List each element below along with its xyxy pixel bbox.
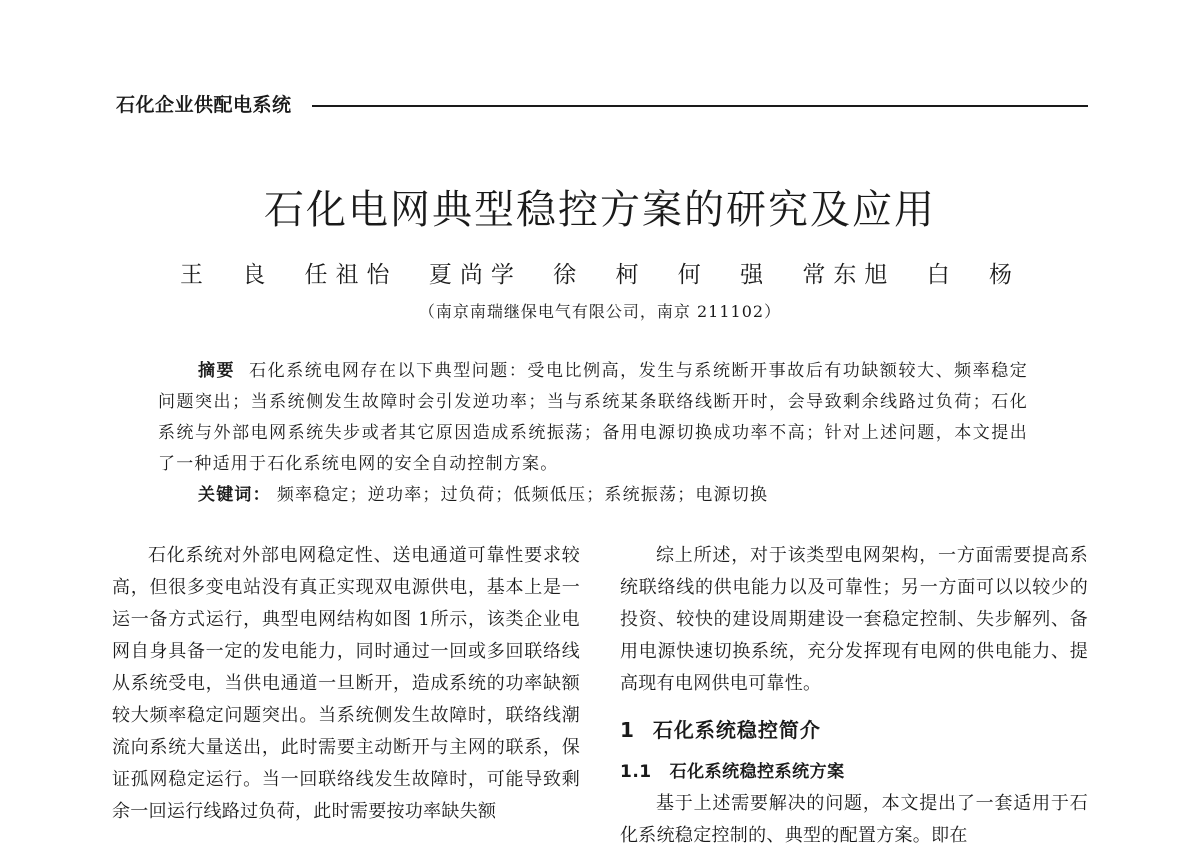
section-1-number: 1 [620,718,635,742]
keywords-line [158,480,1028,511]
section-1-heading [620,714,1088,746]
left-body-paragraph: 石化系统对外部电网稳定性、送电通道可靠性要求较高，但很多变电站没有真正实现双电源供电，基本上是一运一备方式运行，典型电网结构如图 1所示，该类企业电网自身具备一定的发电能力，同时通过一回或多回联络线从系统受电，当供电通道一旦断开，造成系统的功率缺额较大频率稳定问题突出。当系统侧发生故障时，联络线潮流向系统大量送出，此时需要主动断开与主网的联系，保证孤网稳定运行。当一回联络线发生故障时，可能导致剩余一回运行线路过负荷，此时需要按功率缺失额 [112,545,580,822]
right-body-paragraph: 综上所述，对于该类型电网架构，一方面需要提高系统联络线的供电能力以及可靠性；另一方面可以以较少的投资、较快的建设周期建设一套稳定控制、失步解列、备用电源快速切换系统，充分发挥现有电网的供电能力、提高现有电网供电可靠性。 [620,545,1088,694]
abstract-label: 摘要 [198,361,236,381]
keywords-text: 频率稳定；逆功率；过负荷；低频低压；系统振荡；电源切换 [276,485,769,505]
left-column [112,540,580,828]
section-1-title: 石化系统稳控简介 [652,718,821,742]
journal-name: 石化企业供配电系统 [116,94,292,116]
abstract-paragraph [158,356,1028,480]
paper-title: 石化电网典型稳控方案的研究及应用 [264,187,936,233]
section-1-1-number: 1.1 [620,762,652,782]
affiliation: （南京南瑞继保电气有限公司，南京 211102） [418,302,782,321]
section-1-1-title: 石化系统稳控系统方案 [669,762,845,782]
section-1-1-paragraph: 基于上述需要解决的问题，本文提出了一套适用于石化系统稳定控制的、典型的配置方案。即在 [620,793,1088,846]
right-column [620,540,1088,852]
header-rule [312,105,1088,107]
section-1-1-heading [620,756,1088,788]
running-header [116,90,1088,117]
abstract-text: 石化系统电网存在以下典型问题：受电比例高，发生与系统断开事故后有功缺额较大、频率稳定问题突出；当系统侧发生故障时会引发逆功率；当与系统某条联络线断开时，会导致剩余线路过负荷；石化系统与外部电网系统失步或者其它原因造成系统振荡；备用电源切换成功率不高；针对上述问题，本文提出了一种适用于石化系统电网的安全自动控制方案。 [158,361,1028,474]
keywords-label: 关键词： [198,485,271,505]
author-list: 王 良 任祖怡 夏尚学 徐 柯 何 强 常东旭 白 杨 [179,262,1021,288]
abstract [158,356,1028,511]
